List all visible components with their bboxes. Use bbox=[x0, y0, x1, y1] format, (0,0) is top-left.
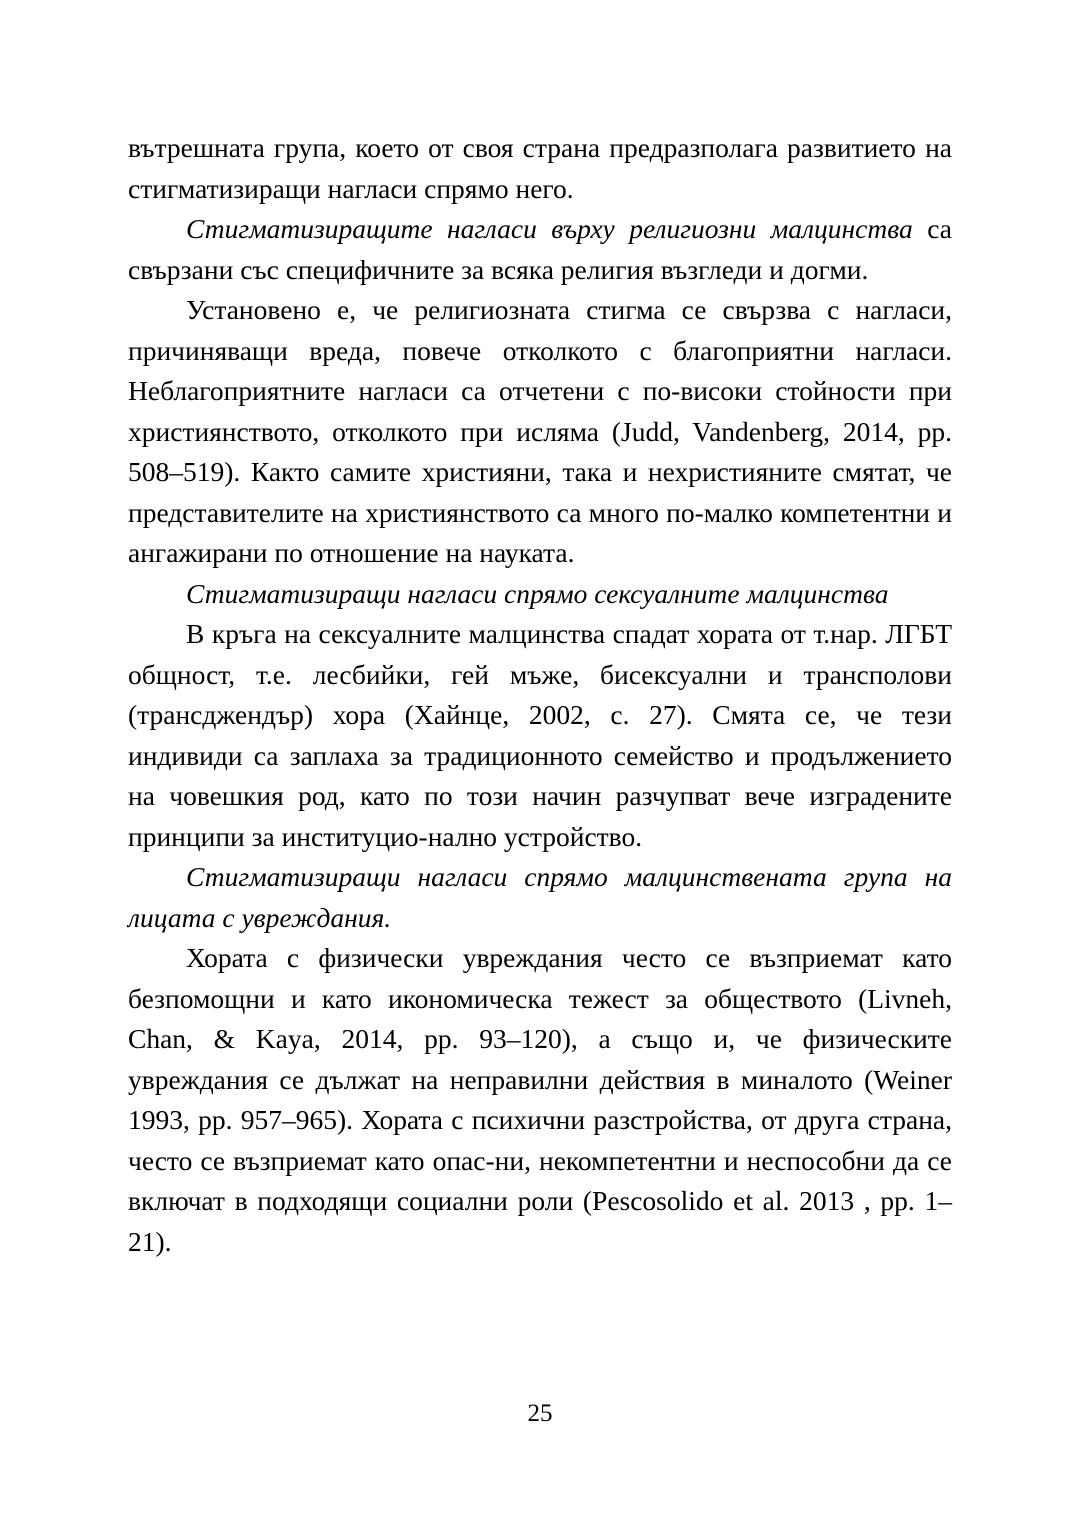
paragraph-disability-heading: Стигматизиращи нагласи спрямо малцинствената група на лицата с увреждания. bbox=[128, 861, 952, 933]
paragraph-religious-body: Установено е, че религиозната стигма се свързва с нагласи, причиняващи вреда, повече отколкото с благоприятни нагласи. Неблагоприятните нагласи са отчетени с по-високи стойности при християнството, отколкото при исляма (Judd, Vandenberg, 2014, pp. 508–519). Както самите християни, така и нехристияните смятат, че представителите на християнството са много по-малко компетентни и ангажирани по отношение на науката. bbox=[128, 294, 952, 568]
paragraph-disability-body: Хората с физически увреждания често се възприемат като безпомощни и като икономическа тежест за обществото (Livneh, Chan, & Kaya, 2014, pp. 93–120), а също и, че физическите увреждания се дължат на неправилни действия в миналото (Weiner 1993, pp. 957–965). Хората с психични разстройства, от друга страна, често се възприемат като опас-ни, некомпетентни и неспособни да се включат в подходящи социални роли (Pescosolido et al. 2013 , pp. 1–21). bbox=[128, 942, 952, 1257]
paragraph-sexual-minorities-heading: Стигматизиращи нагласи спрямо сексуалните малцинства bbox=[186, 577, 889, 609]
page-body-text bbox=[128, 128, 952, 1262]
paragraph-continuation: вътрешната група, което от своя страна предразполага развитието на стигматизиращи нагласи спрямо него. bbox=[128, 132, 952, 204]
inline-text-religious: са свързани със специфичните за всяка религия възгледи и догми. bbox=[128, 213, 952, 285]
paragraph-sexual-minorities-body: В кръга на сексуалните малцинства спадат хората от т.нар. ЛГБТ общност, т.е. лесбийки, гей мъже, бисексуални и трансполови (трансджендър) хора (Хайнце, 2002, с. 27). Смята се, че тези индивиди са заплаха за традиционното семейство и продължението на човешкия род, като по този начин разчупват вече изградените принципи за институцио-налнo устройство. bbox=[128, 618, 952, 852]
page-number: 25 bbox=[527, 1400, 553, 1427]
paragraph-religious-heading bbox=[128, 209, 952, 290]
inline-italic-term-religious: Стигматизиращите нагласи върху религиозни малцинства bbox=[186, 213, 913, 244]
